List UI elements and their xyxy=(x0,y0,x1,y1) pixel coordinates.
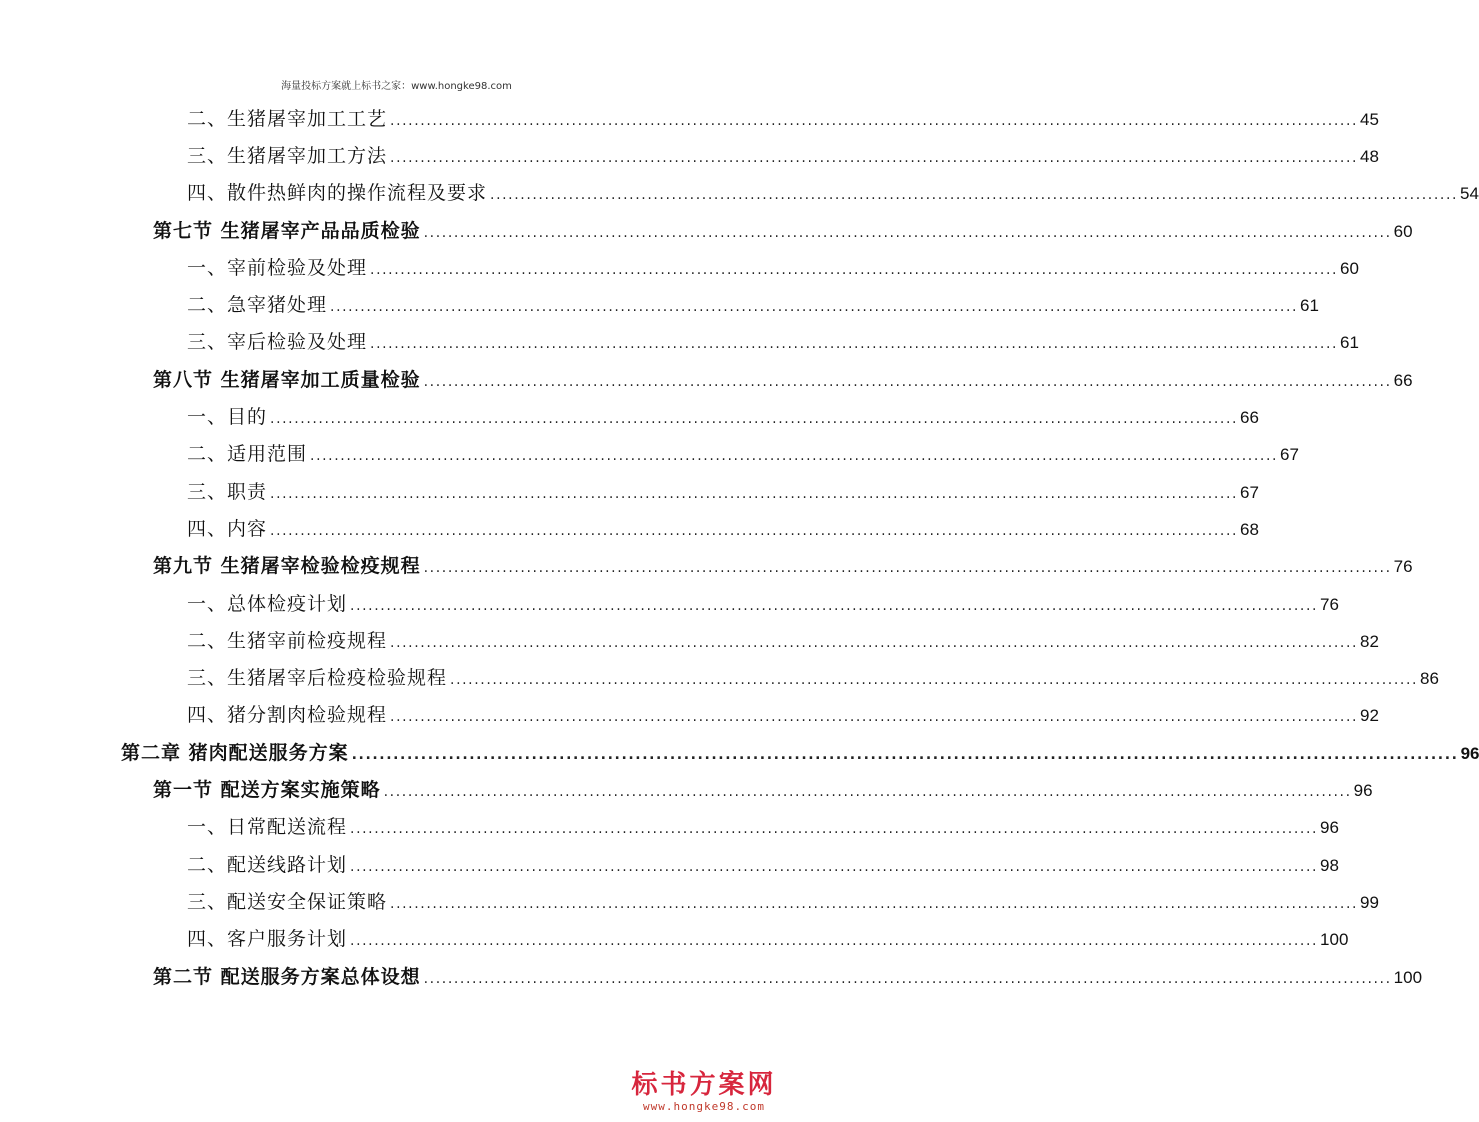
toc-entry-title: 一、目的 xyxy=(187,406,268,428)
toc-section-entry[interactable] xyxy=(153,362,1413,399)
toc-entry[interactable] xyxy=(187,586,1339,623)
toc-section-entry[interactable] xyxy=(153,772,1373,809)
toc-dot-leader: ................................................................................................................................................................ xyxy=(423,971,1392,987)
toc-entry-title: 二、适用范围 xyxy=(187,443,308,465)
toc-entry[interactable] xyxy=(187,399,1259,436)
toc-dot-leader: ................................................................................................................................................................ xyxy=(450,672,1419,688)
toc-entry-page: 67 xyxy=(1280,445,1299,464)
toc-dot-leader: ................................................................................................................................................................ xyxy=(390,635,1359,651)
toc-entry[interactable] xyxy=(187,511,1259,548)
toc-entry-page: 76 xyxy=(1393,557,1413,576)
toc-entry-title: 三、生猪屠宰后检疫检验规程 xyxy=(187,667,448,689)
toc-dot-leader: ................................................................................................................................................................ xyxy=(390,896,1359,912)
toc-entry-title: 三、宰后检验及处理 xyxy=(187,331,368,353)
toc-entry-title: 四、猪分割肉检验规程 xyxy=(187,704,388,726)
toc-section-entry[interactable] xyxy=(153,959,1423,996)
toc-entry[interactable] xyxy=(187,101,1379,138)
toc-dot-leader: ................................................................................................................................................................ xyxy=(350,933,1319,949)
toc-entry-page: 96 xyxy=(1353,781,1373,800)
header-note: 海量投标方案就上标书之家：www.hongke98.com xyxy=(281,81,512,92)
toc-entry-title: 三、职责 xyxy=(187,481,268,503)
toc-entry[interactable] xyxy=(187,324,1359,361)
toc-entry-title: 二、生猪宰前检疫规程 xyxy=(187,630,388,652)
toc-entry-title: 四、散件热鲜肉的操作流程及要求 xyxy=(187,182,488,204)
toc-entry[interactable] xyxy=(187,847,1339,884)
toc-entry-page: 66 xyxy=(1393,371,1413,390)
toc-entry-page: 100 xyxy=(1393,968,1423,987)
toc-section-entry[interactable] xyxy=(153,213,1413,250)
toc-dot-leader: ................................................................................................................................................................ xyxy=(310,448,1279,464)
toc-chapter-entry[interactable] xyxy=(121,735,1479,772)
watermark-title: 标书方案网 xyxy=(631,1070,777,1100)
toc-entry-title: 二、生猪屠宰加工工艺 xyxy=(187,108,388,130)
toc-entry-title: 第七节 生猪屠宰产品品质检验 xyxy=(153,220,421,242)
toc-dot-leader: ................................................................................................................................................................ xyxy=(350,598,1319,614)
toc-entry-title: 四、客户服务计划 xyxy=(187,928,348,950)
toc-entry-title: 第一节 配送方案实施策略 xyxy=(153,779,381,801)
toc-entry[interactable] xyxy=(187,287,1319,324)
toc-entry-page: 100 xyxy=(1320,930,1349,949)
toc-entry-page: 99 xyxy=(1360,893,1379,912)
toc-dot-leader: ................................................................................................................................................................ xyxy=(423,225,1392,241)
toc-dot-leader: ................................................................................................................................................................ xyxy=(330,299,1299,315)
toc-entry[interactable] xyxy=(187,921,1349,958)
toc-entry-page: 96 xyxy=(1320,818,1339,837)
toc-entry[interactable] xyxy=(187,436,1299,473)
toc-entry[interactable] xyxy=(187,809,1339,846)
toc-entry-title: 三、配送安全保证策略 xyxy=(187,891,388,913)
toc-entry-page: 68 xyxy=(1240,520,1259,539)
toc-entry[interactable] xyxy=(187,250,1359,287)
toc-entry-page: 48 xyxy=(1360,147,1379,166)
toc-entry[interactable] xyxy=(187,474,1259,511)
toc-dot-leader: ................................................................................................................................................................ xyxy=(351,747,1459,763)
toc-entry-page: 61 xyxy=(1300,296,1319,315)
toc-entry-page: 82 xyxy=(1360,632,1379,651)
toc-entry-page: 60 xyxy=(1393,222,1413,241)
toc-dot-leader: ................................................................................................................................................................ xyxy=(350,821,1319,837)
toc-dot-leader: ................................................................................................................................................................ xyxy=(383,784,1352,800)
toc-entry-page: 76 xyxy=(1320,595,1339,614)
toc-entry-page: 66 xyxy=(1240,408,1259,427)
toc-dot-leader: ................................................................................................................................................................ xyxy=(390,709,1359,725)
toc-dot-leader: ................................................................................................................................................................ xyxy=(270,411,1239,427)
toc-entry[interactable] xyxy=(187,884,1379,921)
toc-entry-page: 98 xyxy=(1320,856,1339,875)
toc-entry-page: 67 xyxy=(1240,483,1259,502)
toc-entry-title: 第八节 生猪屠宰加工质量检验 xyxy=(153,369,421,391)
toc-entry-title: 一、总体检疫计划 xyxy=(187,593,348,615)
toc-entry[interactable] xyxy=(187,660,1439,697)
toc-entry-title: 三、生猪屠宰加工方法 xyxy=(187,145,388,167)
toc-entry-title: 二、急宰猪处理 xyxy=(187,294,328,316)
toc-dot-leader: ................................................................................................................................................................ xyxy=(370,336,1339,352)
watermark-url: www.hongke98.com xyxy=(643,1100,765,1113)
toc-dot-leader: ................................................................................................................................................................ xyxy=(350,859,1319,875)
toc-dot-leader: ................................................................................................................................................................ xyxy=(390,113,1359,129)
toc-entry-title: 第二章 猪肉配送服务方案 xyxy=(121,742,349,764)
toc-entry-page: 92 xyxy=(1360,706,1379,725)
toc-entry-title: 二、配送线路计划 xyxy=(187,854,348,876)
toc-entry[interactable] xyxy=(187,697,1379,734)
toc-entry[interactable] xyxy=(187,175,1479,212)
toc-entry-title: 一、宰前检验及处理 xyxy=(187,257,368,279)
toc-section-entry[interactable] xyxy=(153,548,1413,585)
toc-entry-title: 第二节 配送服务方案总体设想 xyxy=(153,966,421,988)
toc-entry-title: 第九节 生猪屠宰检验检疫规程 xyxy=(153,555,421,577)
toc-dot-leader: ................................................................................................................................................................ xyxy=(270,486,1239,502)
toc-entry-page: 60 xyxy=(1340,259,1359,278)
toc-dot-leader: ................................................................................................................................................................ xyxy=(423,374,1392,390)
watermark-logo xyxy=(629,1070,779,1114)
toc-dot-leader: ................................................................................................................................................................ xyxy=(270,523,1239,539)
toc-dot-leader: ................................................................................................................................................................ xyxy=(423,560,1392,576)
toc-entry-title: 一、日常配送流程 xyxy=(187,816,348,838)
toc-dot-leader: ................................................................................................................................................................ xyxy=(490,187,1459,203)
toc-entry-title: 四、内容 xyxy=(187,518,268,540)
toc-entry-page: 86 xyxy=(1420,669,1439,688)
toc-entry-page: 45 xyxy=(1360,110,1379,129)
toc-dot-leader: ................................................................................................................................................................ xyxy=(370,262,1339,278)
toc-dot-leader: ................................................................................................................................................................ xyxy=(390,150,1359,166)
toc-entry-page: 61 xyxy=(1340,333,1359,352)
toc-entry[interactable] xyxy=(187,623,1379,660)
toc-entry-page: 96 xyxy=(1460,744,1479,763)
toc-entry[interactable] xyxy=(187,138,1379,175)
toc-entry-page: 54 xyxy=(1460,184,1479,203)
